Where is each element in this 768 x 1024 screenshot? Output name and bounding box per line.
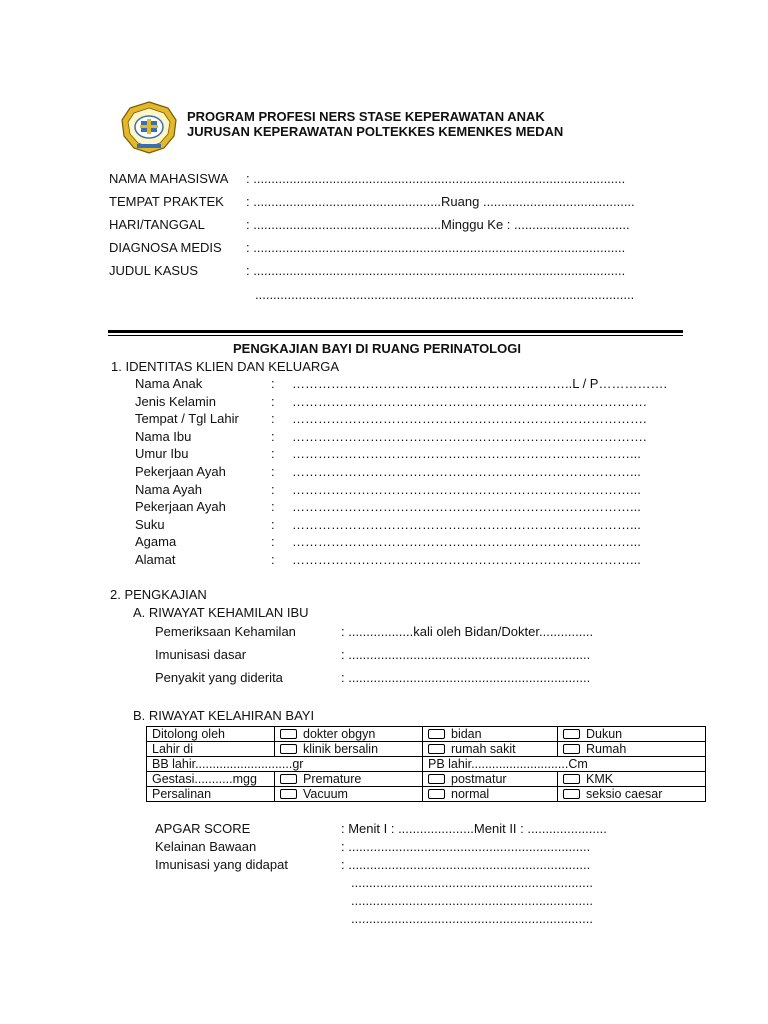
bb-lahir-field: BB lahir............................gr bbox=[147, 757, 423, 772]
identitas-colon: : bbox=[271, 552, 275, 567]
option-premature[interactable]: Premature bbox=[275, 772, 423, 787]
option-seksio-caesar[interactable]: seksio caesar bbox=[558, 787, 706, 802]
table-row bbox=[147, 742, 706, 757]
identitas-label: Jenis Kelamin bbox=[135, 393, 216, 409]
lahir-di-label: Lahir di bbox=[147, 742, 275, 757]
nama-mahasiswa-label: NAMA MAHASISWA bbox=[109, 171, 229, 186]
tempat-praktek-field: : ....................................................Ruang .......................................... bbox=[246, 194, 635, 209]
checkbox-icon[interactable] bbox=[563, 774, 580, 784]
identitas-colon: : bbox=[271, 446, 275, 462]
checkbox-icon[interactable] bbox=[563, 789, 580, 799]
checkbox-icon[interactable] bbox=[428, 774, 445, 784]
riwayat-kelahiran-heading: B. RIWAYAT KELAHIRAN BAYI bbox=[133, 708, 315, 723]
identitas-field: ……………………………………………………………………... bbox=[292, 516, 641, 532]
checkbox-icon[interactable] bbox=[280, 774, 297, 784]
option-normal[interactable]: normal bbox=[423, 787, 558, 802]
penyakit-diderita-field: : ................................................................... bbox=[341, 670, 591, 685]
apgar-score-field: : Menit I : .....................Menit II : ...................... bbox=[341, 821, 607, 836]
nama-mahasiswa-field: : ....................................................................................................... bbox=[246, 171, 626, 186]
section-divider-thick bbox=[108, 330, 683, 333]
option-klinik-bersalin[interactable]: klinik bersalin bbox=[275, 742, 423, 757]
checkbox-icon[interactable] bbox=[280, 789, 297, 799]
pengkajian-heading: 2. PENGKAJIAN bbox=[110, 587, 207, 602]
identitas-colon: : bbox=[271, 428, 275, 444]
judul-kasus-label: JUDUL KASUS bbox=[109, 263, 199, 278]
riwayat-kehamilan-heading: A. RIWAYAT KEHAMILAN IBU bbox=[133, 605, 309, 620]
identitas-field: ……………………………………………………………………... bbox=[292, 446, 641, 462]
identitas-colon: : bbox=[271, 411, 275, 427]
table-row bbox=[147, 727, 706, 742]
pb-lahir-field: PB lahir............................Cm bbox=[423, 757, 706, 772]
tempat-praktek-label: TEMPAT PRAKTEK bbox=[109, 194, 224, 209]
identitas-label: Nama Ayah bbox=[135, 481, 202, 497]
identitas-label: Pekerjaan Ayah bbox=[135, 499, 226, 515]
option-postmatur[interactable]: postmatur bbox=[423, 772, 558, 787]
identitas-colon: : bbox=[271, 534, 275, 550]
kelainan-bawaan-label: Kelainan Bawaan bbox=[155, 839, 257, 854]
identitas-label: Agama bbox=[135, 534, 177, 550]
identitas-field: ……………………………………………………………………... bbox=[292, 464, 641, 479]
identitas-field: ……………………………………………………………………... bbox=[292, 481, 641, 497]
option-rumah[interactable]: Rumah bbox=[558, 742, 706, 757]
checkbox-icon[interactable] bbox=[280, 744, 297, 754]
identitas-label: Umur Ibu bbox=[135, 446, 189, 462]
diagnosa-medis-field: : ....................................................................................................... bbox=[246, 240, 626, 255]
section-title: PENGKAJIAN BAYI DI RUANG PERINATOLOGI bbox=[233, 341, 521, 356]
pemeriksaan-kehamilan-label: Pemeriksaan Kehamilan bbox=[155, 624, 296, 639]
table-row bbox=[147, 787, 706, 802]
identitas-colon: : bbox=[271, 393, 275, 409]
identitas-field: ………………………………………………………………………. bbox=[292, 393, 647, 409]
riwayat-kelahiran-table bbox=[146, 726, 706, 802]
option-bidan[interactable]: bidan bbox=[423, 727, 558, 742]
imunisasi-line-1: ................................................................... bbox=[351, 875, 593, 890]
pemeriksaan-kehamilan-field: : ..................kali oleh Bidan/Dokter............... bbox=[341, 624, 594, 639]
penyakit-diderita-label: Penyakit yang diderita bbox=[155, 670, 283, 685]
ditolong-oleh-label: Ditolong oleh bbox=[147, 727, 275, 742]
imunisasi-dasar-field: : ................................................................... bbox=[341, 647, 591, 662]
option-dokter-obgyn[interactable]: dokter obgyn bbox=[275, 727, 423, 742]
imunisasi-didapat-label: Imunisasi yang didapat bbox=[155, 857, 288, 872]
checkbox-icon[interactable] bbox=[563, 729, 580, 739]
option-rumah-sakit[interactable]: rumah sakit bbox=[423, 742, 558, 757]
hari-tanggal-label: HARI/TANGGAL bbox=[109, 217, 205, 232]
identitas-colon: : bbox=[271, 376, 275, 391]
judul-kasus-field: : ....................................................................................................... bbox=[246, 263, 626, 278]
header-program: PROGRAM PROFESI NERS STASE KEPERAWATAN ANAK bbox=[187, 109, 545, 124]
imunisasi-dasar-label: Imunisasi dasar bbox=[155, 647, 247, 662]
identitas-label: Nama Ibu bbox=[135, 428, 192, 444]
table-row bbox=[147, 757, 706, 772]
kelainan-bawaan-field: : ................................................................... bbox=[341, 839, 591, 854]
identitas-field: ……………………………………………………………………... bbox=[292, 552, 641, 567]
hari-tanggal-field: : ....................................................Minggu Ke : ................................ bbox=[246, 217, 630, 232]
persalinan-label: Persalinan bbox=[147, 787, 275, 802]
checkbox-icon[interactable] bbox=[428, 789, 445, 799]
identitas-label: Alamat bbox=[135, 552, 176, 567]
identitas-colon: : bbox=[271, 481, 275, 497]
identitas-label: Tempat / Tgl Lahir bbox=[135, 411, 239, 427]
judul-kasus-continuation: ......................................................................................................... bbox=[255, 287, 635, 302]
identitas-label: Pekerjaan Ayah bbox=[135, 464, 226, 479]
option-kmk[interactable]: KMK bbox=[558, 772, 706, 787]
identitas-heading: 1. IDENTITAS KLIEN DAN KELUARGA bbox=[111, 359, 340, 374]
header-jurusan: JURUSAN KEPERAWATAN POLTEKKES KEMENKES MEDAN bbox=[187, 124, 564, 139]
section-divider-thin bbox=[108, 335, 683, 336]
identitas-field: ………………………………………………………………………. bbox=[292, 411, 647, 427]
table-row bbox=[147, 772, 706, 787]
checkbox-icon[interactable] bbox=[428, 729, 445, 739]
identitas-field: ………………………………………………………..L / P……………. bbox=[292, 376, 668, 391]
apgar-score-label: APGAR SCORE bbox=[155, 821, 251, 836]
checkbox-icon[interactable] bbox=[280, 729, 297, 739]
checkbox-icon[interactable] bbox=[563, 744, 580, 754]
identitas-field: ……………………………………………………………………... bbox=[292, 534, 641, 550]
option-vacuum[interactable]: Vacuum bbox=[275, 787, 423, 802]
identitas-colon: : bbox=[271, 464, 275, 479]
identitas-field: ………………………………………………………………………. bbox=[292, 428, 647, 444]
option-dukun[interactable]: Dukun bbox=[558, 727, 706, 742]
identitas-label: Nama Anak bbox=[135, 376, 203, 391]
identitas-field: ……………………………………………………………………... bbox=[292, 499, 641, 515]
checkbox-icon[interactable] bbox=[428, 744, 445, 754]
imunisasi-line-2: ................................................................... bbox=[351, 893, 593, 908]
imunisasi-didapat-field: : ................................................................... bbox=[341, 857, 591, 872]
identitas-colon: : bbox=[271, 499, 275, 515]
diagnosa-medis-label: DIAGNOSA MEDIS bbox=[109, 240, 222, 255]
imunisasi-line-3: ................................................................... bbox=[351, 911, 593, 926]
identitas-label: Suku bbox=[135, 516, 165, 532]
institution-logo bbox=[120, 100, 178, 154]
gestasi-field: Gestasi...........mgg bbox=[147, 772, 275, 787]
identitas-colon: : bbox=[271, 516, 275, 532]
